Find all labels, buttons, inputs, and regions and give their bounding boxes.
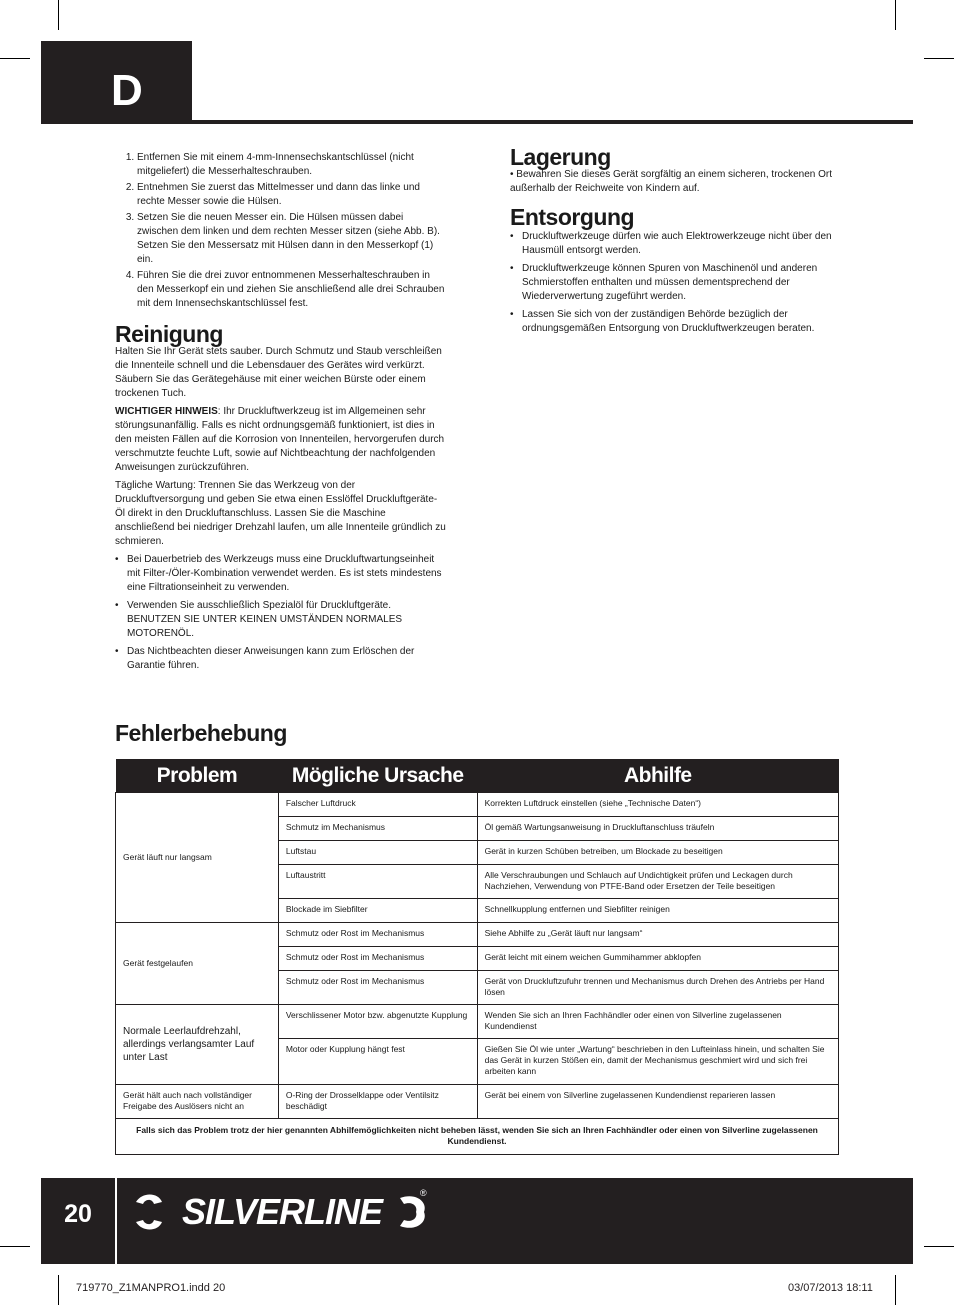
registered-mark: ® [420, 1188, 427, 1198]
table-footnote: Falls sich das Problem trotz der hier genannten Abhilfemöglichkeiten nicht beheben lässt, wenden Sie sich an Ihren Fachhändler oder einen von Silverline zugelassenen Kundendienst. [116, 1119, 839, 1155]
problem-cell: Gerät läuft nur langsam [116, 793, 279, 923]
bullet-list [115, 553, 447, 673]
section-title-entsorgung: Entsorgung [510, 204, 635, 230]
column-header: Abhilfe [477, 759, 838, 793]
paragraph: • Bewahren Sie dieses Gerät sorgfältig an einem sicheren, trockenen Ort außerhalb der Reichweite von Kindern auf. [510, 169, 832, 194]
right-column [510, 144, 832, 340]
list-item: • Das Nichtbeachten dieser Anweisungen kann zum Erlöschen der Garantie führen. [115, 645, 447, 673]
cause-cell: O-Ring der Drosselklappe oder Ventilsitz beschädigt [278, 1085, 477, 1119]
troubleshooting-table [115, 759, 839, 1155]
remedy-cell: Öl gemäß Wartungsanweisung in Druckluftanschluss träufeln [477, 817, 838, 841]
cause-cell: Falscher Luftdruck [278, 793, 477, 817]
bullet-list [510, 230, 832, 336]
crop-mark [0, 58, 30, 59]
list-item: 4. Führen Sie die drei zuvor entnommenen Messerhalteschrauben in den Messerkopf ein und ziehen Sie anschließend alle drei Schrauben mit dem Innensechskantschlüssel fest. [137, 269, 447, 311]
column-header: Mögliche Ursache [278, 759, 477, 793]
list-item: 3. Setzen Sie die neuen Messer ein. Die Hülsen müssen dabei zwischen dem linken und dem rechten Messer sitzen (siehe Abb. B). Setzen Sie den Messersatz mit Hülsen dann in den Messerkopf (1) ein. [137, 211, 447, 267]
crop-mark [0, 1246, 30, 1247]
language-tab [41, 41, 192, 123]
list-item: • Druckluftwerkzeuge dürfen wie auch Elektrowerkzeuge nicht über den Hausmüll entsorgt werden. [510, 230, 832, 258]
table-row [116, 1085, 839, 1119]
brand-wordmark: SILVERLINE [181, 1191, 383, 1232]
list-item: • Bei Dauerbetrieb des Werkzeugs muss eine Druckluftwartungseinheit mit Filter-/Öler-Kombination verwendet werden. Es ist stets mindestens eine Filtrationseinheit zu verwenden. [115, 553, 447, 595]
crop-mark [895, 1275, 896, 1305]
cause-cell: Schmutz im Mechanismus [278, 817, 477, 841]
remedy-cell: Gerät in kurzen Schüben betreiben, um Blockade zu beseitigen [477, 841, 838, 865]
crop-mark [895, 0, 896, 30]
cause-cell: Luftstau [278, 841, 477, 865]
page-number: 20 [64, 1200, 92, 1228]
cause-cell: Schmutz oder Rost im Mechanismus [278, 971, 477, 1005]
hinweis-text: : Ihr Druckluftwerkzeug ist im Allgemeinen sehr störungsunanfällig. Falls es nicht ordnungsgemäß funktioniert, ist dies in den meisten Fällen auf die Korrosion von Innenteilen, hervorgerufen durch verschmutzte feuchte Luft, sowie auf Nichtbeachtung der nachfolgenden Anweisungen zurückzuführen. [115, 406, 445, 473]
problem-cell: Gerät hält auch nach vollständiger Freigabe des Auslösers nicht an [116, 1085, 279, 1119]
steps-list [115, 151, 447, 311]
header-rule [41, 120, 913, 124]
footer-divider [115, 1178, 117, 1264]
date-slug: 03/07/2013 18:11 [788, 1282, 873, 1294]
crop-mark [58, 1275, 59, 1305]
remedy-cell: Siehe Abhilfe zu „Gerät läuft nur langsam“ [477, 923, 838, 947]
remedy-cell: Schnellkupplung entfernen und Siebfilter reinigen [477, 899, 838, 923]
list-item: • Lassen Sie sich von der zuständigen Behörde bezüglich der ordnungsgemäßen Entsorgung von Druckluftwerkzeugen beraten. [510, 308, 832, 336]
paragraph: Halten Sie Ihr Gerät stets sauber. Durch Schmutz und Staub verschleißen die Innenteile schnell und die Lebensdauer des Gerätes wird verkürzt. Säubern Sie das Gerätegehäuse mit einer weichen Bürste oder einem trockenen Tuch. [115, 346, 442, 399]
cause-cell: Verschlissener Motor bzw. abgenutzte Kupplung [278, 1005, 477, 1039]
section-title-reinigung: Reinigung [115, 321, 223, 347]
remedy-cell: Alle Verschraubungen und Schlauch auf Undichtigkeit prüfen und Leckagen durch Nachziehen, Verwendung von PTFE-Band oder Ersetzen der Teile beseitigen [477, 865, 838, 899]
cause-cell: Blockade im Siebfilter [278, 899, 477, 923]
table-footer-row [116, 1119, 839, 1155]
remedy-cell: Wenden Sie sich an Ihren Fachhändler oder einen von Silverline zugelassenen Kundendienst [477, 1005, 838, 1039]
table-row [116, 1005, 839, 1039]
remedy-cell: Gießen Sie Öl wie unter „Wartung“ beschrieben in den Lufteinlass hinein, und schalten Sie das Gerät in kurzen Stößen ein, damit der Mechanismus geschmiert wird und sich frei arbeiten kann [477, 1039, 838, 1085]
remedy-cell: Gerät leicht mit einem weichen Gummihammer abklopfen [477, 947, 838, 971]
list-item: • Verwenden Sie ausschließlich Spezialöl für Druckluftgeräte. BENUTZEN SIE UNTER KEINEN UMSTÄNDEN NORMALES MOTORENÖL. [115, 599, 447, 641]
language-code: D [111, 66, 143, 115]
crop-mark [924, 1246, 954, 1247]
remedy-cell: Korrekten Luftdruck einstellen (siehe „Technische Daten“) [477, 793, 838, 817]
crop-mark [924, 58, 954, 59]
silverline-logo [132, 1188, 432, 1241]
list-item: 1. Entfernen Sie mit einem 4-mm-Innensechskantschlüssel (nicht mitgeliefert) die Messerhalteschrauben. [137, 151, 447, 179]
section-title-lagerung: Lagerung [510, 144, 611, 170]
cause-cell: Schmutz oder Rost im Mechanismus [278, 923, 477, 947]
problem-cell: Gerät festgelaufen [116, 923, 279, 1005]
cause-cell: Schmutz oder Rost im Mechanismus [278, 947, 477, 971]
file-slug: 719770_Z1MANPRO1.indd 20 [76, 1282, 226, 1294]
cause-cell: Motor oder Kupplung hängt fest [278, 1039, 477, 1085]
list-item: 2. Entnehmen Sie zuerst das Mittelmesser und dann das linke und rechte Messer sowie die Hülsen. [137, 181, 447, 209]
hinweis-label: WICHTIGER HINWEIS [115, 406, 218, 417]
table-row [116, 923, 839, 947]
remedy-cell: Gerät bei einem von Silverline zugelassenen Kundendienst reparieren lassen [477, 1085, 838, 1119]
table-row [116, 793, 839, 817]
paragraph: Tägliche Wartung: Trennen Sie das Werkzeug von der Druckluftversorgung und geben Sie etwa einen Esslöffel Druckluftgeräte-Öl direkt in den Druckluftanschluss. Lassen Sie die Maschine anschließend bei niedriger Drehzahl laufen, um alle Innenteile gründlich zu schmieren. [115, 480, 446, 547]
list-item: • Druckluftwerkzeuge können Spuren von Maschinenöl und anderen Schmierstoffen enthalten und müssen dementsprechend der Wiederverwertung zugeführt werden. [510, 262, 832, 304]
table-header-row [116, 759, 839, 793]
problem-cell: Normale Leerlaufdrehzahl, allerdings verlangsamter Lauf unter Last [116, 1005, 279, 1085]
remedy-cell: Gerät von Druckluftzufuhr trennen und Mechanismus durch Drehen des Antriebs per Hand lösen [477, 971, 838, 1005]
left-column [115, 151, 447, 677]
cause-cell: Luftaustritt [278, 865, 477, 899]
section-title-fehlerbehebung: Fehlerbehebung [115, 720, 287, 746]
paragraph [115, 405, 447, 475]
crop-mark [58, 0, 59, 30]
column-header: Problem [116, 759, 279, 793]
